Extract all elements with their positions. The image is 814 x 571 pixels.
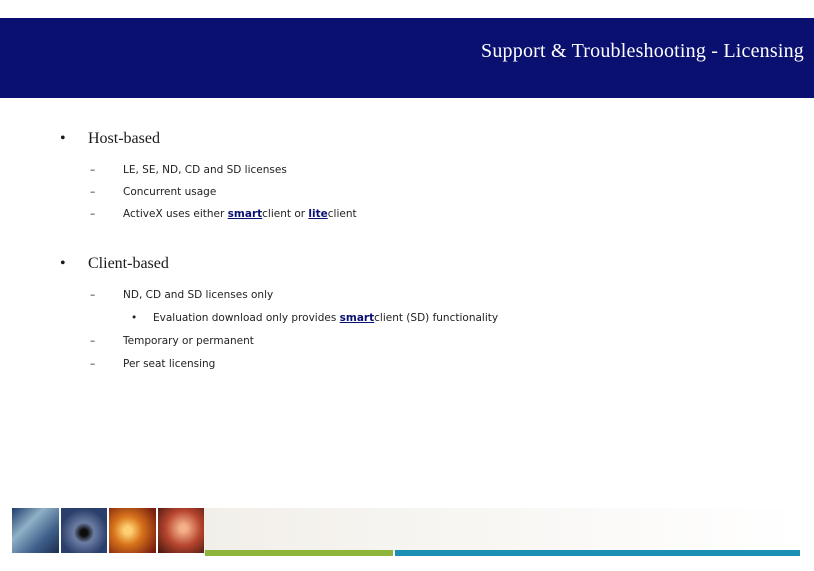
list-item: – LE, SE, ND, CD and SD licenses — [90, 164, 287, 176]
photo-tile — [12, 508, 59, 553]
eye-photo-tile — [61, 508, 108, 553]
footer-fade-band — [204, 508, 800, 553]
dash-icon: – — [90, 186, 96, 198]
section-heading-client-based: • Client-based — [60, 255, 169, 272]
bullet-icon: • — [60, 255, 66, 272]
list-item: – Concurrent usage — [90, 186, 217, 198]
footer-blue-bar — [395, 550, 800, 556]
dash-icon: – — [90, 335, 96, 347]
lite-term: lite — [308, 208, 328, 220]
dash-icon: – — [90, 358, 96, 370]
list-item: – Per seat licensing — [90, 358, 216, 370]
list-item: – ActiveX uses either smartclient or liteclient — [90, 208, 357, 220]
dash-icon: – — [90, 164, 96, 176]
photo-tile — [109, 508, 156, 553]
section-heading-host-based: • Host-based — [60, 130, 160, 147]
smart-term: smart — [227, 208, 263, 220]
footer-photo-strip — [12, 508, 204, 553]
bullet-icon: • — [60, 130, 66, 147]
list-item: – Temporary or permanent — [90, 335, 254, 347]
smart-term: smart — [339, 312, 375, 324]
dash-icon: – — [90, 208, 96, 220]
slide-title: Support & Troubleshooting - Licensing — [481, 40, 804, 62]
dash-icon: – — [90, 289, 96, 301]
photo-tile — [158, 508, 205, 553]
bullet-icon: • — [131, 312, 138, 324]
footer-green-bar — [205, 550, 393, 556]
list-item: – ND, CD and SD licenses only — [90, 289, 274, 301]
sub-list-item: • Evaluation download only provides smartclient (SD) functionality — [131, 312, 499, 324]
